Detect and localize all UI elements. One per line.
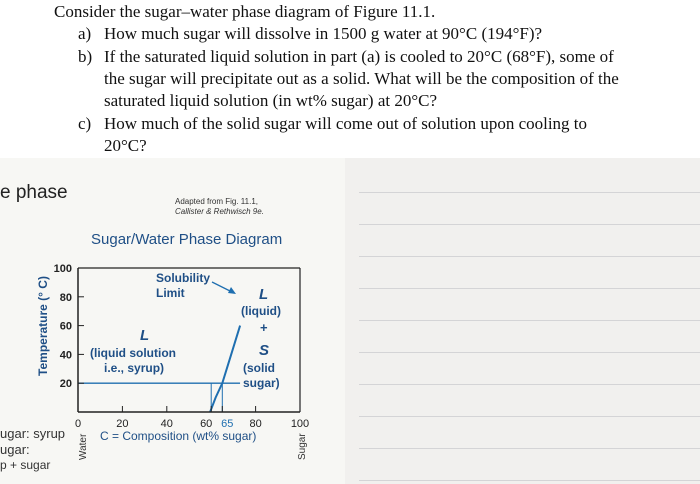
solubility-arrow <box>212 282 232 292</box>
phase-diagram <box>0 158 345 484</box>
part-a-text: How much sugar will dissolve in 1500 g water at 90°C (194°F)? <box>104 24 543 43</box>
two-phase-sugar: sugar) <box>243 376 280 390</box>
part-b-line-1: If the saturated liquid solution in part (a) is cooled to 20°C (68°F), some of <box>104 47 614 66</box>
x-tick-label-5: 80 <box>249 418 262 430</box>
x-tick-label-1: 20 <box>116 418 129 430</box>
liquid-symbol: L <box>140 327 150 344</box>
y-tick-label-4: 100 <box>53 263 72 275</box>
note-line-1: ugar: syrup <box>0 426 66 441</box>
two-phase-symbol-l: L <box>259 286 269 303</box>
part-b-line-3: saturated liquid solution (in wt% sugar) at 20°C? <box>104 91 438 110</box>
y-tick-label-1: 40 <box>59 349 72 362</box>
y-tick-label-3: 80 <box>59 291 72 304</box>
y-tick-label-2: 60 <box>59 320 72 333</box>
slide-photo <box>0 158 345 484</box>
x-axis-label: C = Composition (wt% sugar) <box>100 429 257 443</box>
x-end-label-left: Water <box>78 433 89 460</box>
x-tick-label-6: 100 <box>290 418 310 430</box>
part-c-line-2: 20°C? <box>104 136 147 155</box>
note-line-2: ugar: <box>0 442 30 457</box>
liquid-region-line-1: (liquid solution <box>90 346 176 360</box>
part-c-label: c) <box>78 114 92 133</box>
note-line-3: p + sugar <box>0 458 51 472</box>
y-axis-label: Temperature (° C) <box>36 276 50 376</box>
solubility-label-1: Solubility <box>156 271 210 285</box>
slide-heading: e phase <box>0 182 68 203</box>
notebook-page <box>345 158 700 484</box>
credit-line-2: Callister & Rethwisch 9e. <box>175 207 264 216</box>
two-phase-symbol-s: S <box>259 342 270 359</box>
chart-title: Sugar/Water Phase Diagram <box>91 231 283 248</box>
part-c-line-1: How much of the solid sugar will come out of solution upon cooling to <box>104 114 588 133</box>
x-tick-label-4: 65 <box>221 418 234 430</box>
y-tick-label-0: 20 <box>59 378 72 391</box>
part-a-label: a) <box>78 24 92 43</box>
two-phase-solid: (solid <box>243 361 275 375</box>
x-tick-label-3: 60 <box>200 418 213 430</box>
solubility-label-2: Limit <box>156 286 185 300</box>
photo-region <box>0 158 700 484</box>
two-phase-plus: + <box>260 320 268 335</box>
x-end-label-right: Sugar <box>297 433 308 460</box>
credit-line-1: Adapted from Fig. 11.1, <box>175 197 259 206</box>
part-b-label: b) <box>78 47 93 66</box>
question-intro: Consider the sugar–water phase diagram of Figure 11.1. <box>54 2 436 21</box>
liquid-region-line-2: i.e., syrup) <box>104 361 165 375</box>
two-phase-liquid: (liquid) <box>241 304 281 318</box>
x-tick-label-0: 0 <box>74 418 82 430</box>
part-b-line-2: the sugar will precipitate out as a solid. What will be the composition of the <box>104 69 619 88</box>
x-tick-label-2: 40 <box>160 418 173 430</box>
series-line-0 <box>210 326 240 412</box>
